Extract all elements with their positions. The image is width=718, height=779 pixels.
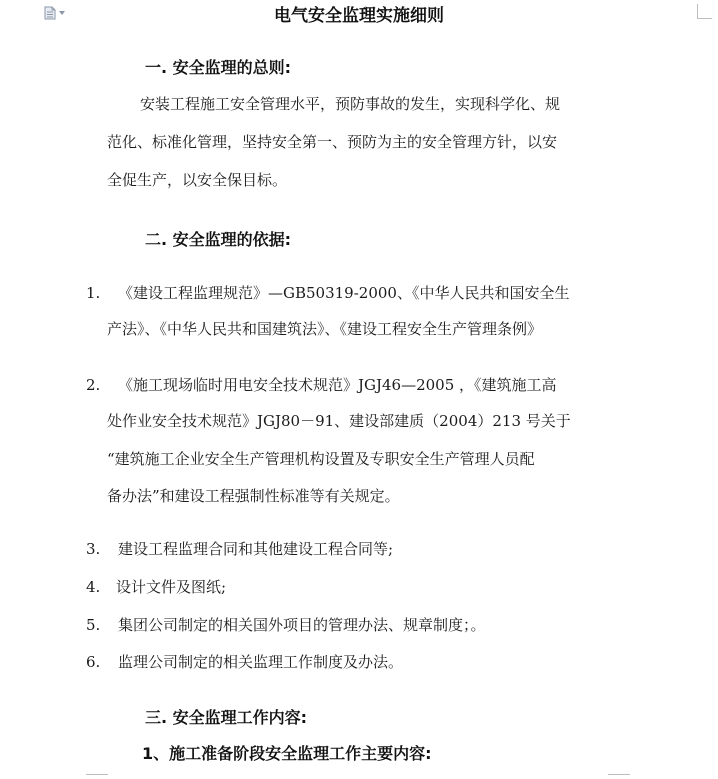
- list-item-number: 3.: [86, 540, 101, 558]
- list-item-line: 设计文件及图纸;: [116, 578, 227, 596]
- list-item-line: “建筑施工企业安全生产管理机构设置及专职安全生产管理人员配: [107, 450, 535, 468]
- section-heading-2: 二. 安全监理的依据:: [145, 230, 292, 249]
- list-item-line: 产法》、《中华人民共和国建筑法》、《建设工程安全生产管理条例》: [107, 320, 543, 338]
- list-item-line: 备办法”和建设工程强制性标准等有关规定。: [107, 487, 400, 505]
- section-heading-1: 一. 安全监理的总则:: [145, 58, 292, 77]
- list-item-line: 建设工程监理合同和其他建设工程合同等;: [118, 540, 394, 558]
- paragraph-line: 范化、标准化管理，坚持安全第一、预防为主的安全管理方针，以安: [107, 133, 558, 151]
- list-item-number: 4.: [86, 578, 101, 596]
- paragraph-line: 全促生产，以安全保目标。: [107, 171, 288, 189]
- subsection-heading: 1、施工准备阶段安全监理工作主要内容:: [142, 744, 432, 763]
- paragraph-line: 安装工程施工安全管理水平，预防事故的发生，实现科学化、规: [140, 95, 561, 113]
- list-item-number: 1.: [86, 284, 101, 302]
- list-item-line: 集团公司制定的相关国外项目的管理办法、规章制度；。: [118, 616, 486, 634]
- section-heading-3: 三. 安全监理工作内容:: [145, 708, 308, 727]
- list-item-line: 处作业安全技术规范》JGJ80－91、建设部建质（2004）213 号关于: [107, 412, 571, 430]
- list-item-line: 《建设工程监理规范》—GB50319-2000、《中华人民共和国安全生: [118, 284, 570, 302]
- list-item-number: 5.: [86, 616, 101, 634]
- document-title: 电气安全监理实施细则: [274, 6, 444, 26]
- list-item-line: 监理公司制定的相关监理工作制度及办法。: [118, 653, 404, 671]
- page-corner-mark: [608, 774, 630, 779]
- page-corner-mark: [86, 774, 108, 779]
- list-item-number: 2.: [86, 376, 101, 394]
- list-item-line: 《施工现场临时用电安全技术规范》JGJ46—2005 ，《建筑施工高: [118, 376, 557, 394]
- list-item-number: 6.: [86, 653, 101, 671]
